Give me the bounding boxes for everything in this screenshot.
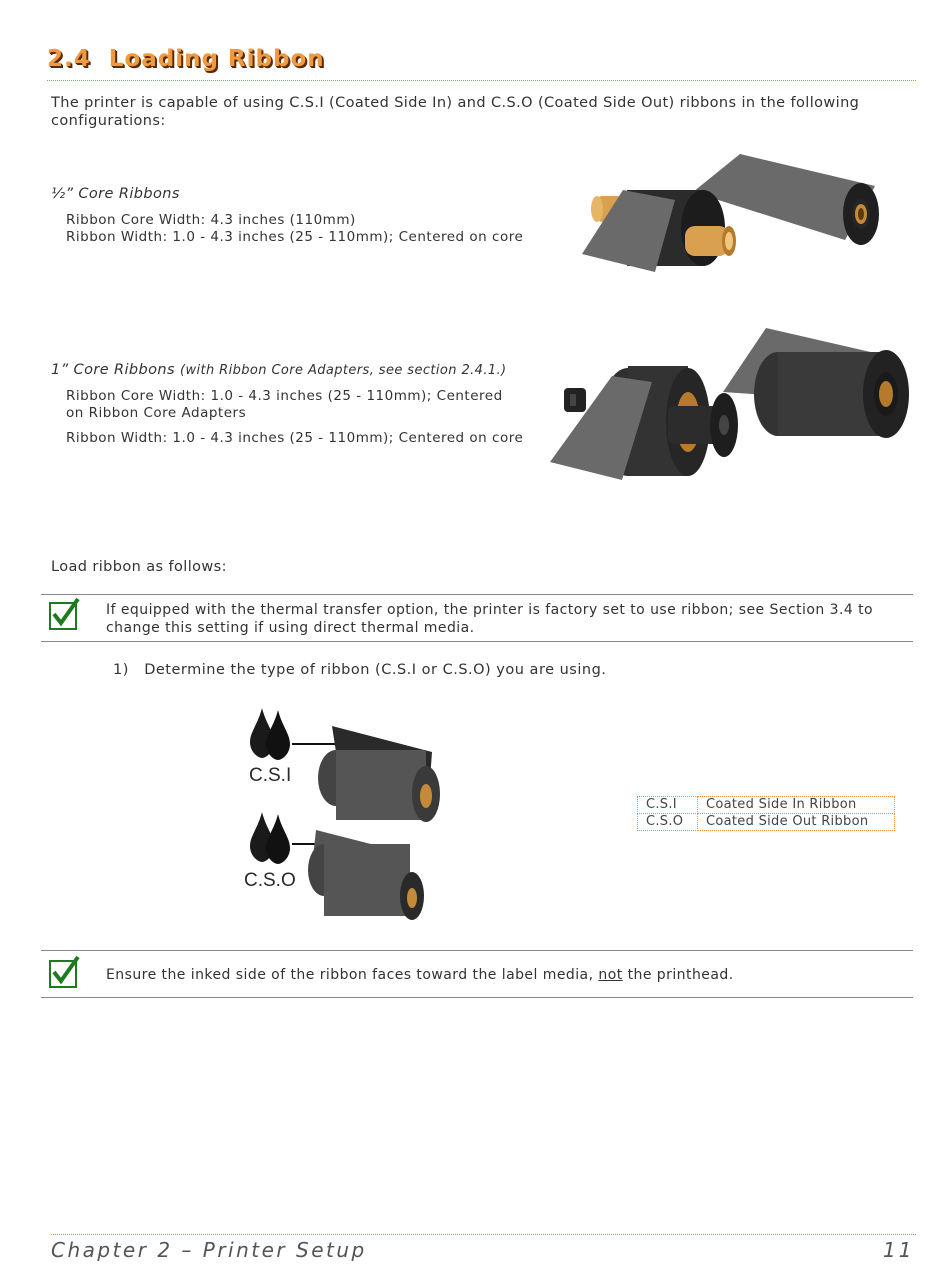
half-inch-ribbon-width: Ribbon Width: 1.0 - 4.3 inches (25 - 110mm); Centered on core: [66, 229, 524, 245]
legend-meaning: Coated Side Out Ribbon: [698, 814, 895, 831]
one-inch-core-width-line2: on Ribbon Core Adapters: [66, 405, 247, 421]
one-inch-ribbon-image: [548, 322, 914, 484]
one-inch-core-note: (with Ribbon Core Adapters, see section 2.4.1.): [179, 363, 507, 378]
footer-page-number: 11: [883, 1238, 915, 1262]
note-box-inked-side: [41, 950, 913, 998]
csi-label: C.S.I: [249, 765, 292, 786]
footer-divider: [51, 1234, 916, 1235]
note-box-thermal: [41, 594, 913, 642]
title-divider: [47, 80, 916, 81]
note-inked-before: Ensure the inked side of the ribbon faces toward the label media,: [106, 967, 599, 983]
step-1-number: 1): [113, 662, 129, 678]
section-number: 2.4: [47, 46, 91, 72]
half-inch-core-width: Ribbon Core Width: 4.3 inches (110mm): [66, 212, 356, 228]
note-inked-after: the printhead.: [622, 967, 734, 983]
csi-cso-diagram: [240, 704, 450, 926]
checkmark-icon: [49, 602, 77, 630]
ink-drop-icon: [266, 814, 290, 864]
load-intro: Load ribbon as follows:: [51, 559, 227, 575]
legend-row: [638, 814, 895, 831]
half-inch-core-heading: ½” Core Ribbons: [51, 186, 180, 202]
note-inked-underlined: not: [598, 967, 623, 983]
footer-chapter: Chapter 2 – Printer Setup: [51, 1238, 367, 1262]
section-title: [47, 46, 325, 72]
one-inch-core-title: 1” Core Ribbons: [51, 362, 175, 378]
legend-row: [638, 797, 895, 814]
ink-drop-icon: [266, 710, 290, 760]
checkmark-icon: [49, 960, 77, 988]
cso-label: C.S.O: [244, 870, 296, 891]
step-1-text: Determine the type of ribbon (C.S.I or C.S.O) you are using.: [144, 662, 607, 678]
legend-abbr: C.S.I: [638, 797, 698, 814]
legend-meaning: Coated Side In Ribbon: [698, 797, 895, 814]
ribbon-legend-table: [637, 796, 895, 831]
note-inked-side-text: [106, 966, 896, 984]
one-inch-core-width-line1: Ribbon Core Width: 1.0 - 4.3 inches (25 - 110mm); Centered: [66, 388, 503, 404]
one-inch-core-heading: [51, 362, 507, 378]
half-inch-ribbon-image: [575, 148, 885, 276]
one-inch-ribbon-width: Ribbon Width: 1.0 - 4.3 inches (25 - 110mm); Centered on core: [66, 430, 524, 446]
legend-abbr: C.S.O: [638, 814, 698, 831]
step-1: [113, 662, 606, 678]
intro-paragraph: The printer is capable of using C.S.I (Coated Side In) and C.S.O (Coated Side Out) ribbons in the following configurations:: [51, 95, 860, 129]
note-thermal-text: If equipped with the thermal transfer option, the printer is factory set to use ribbon; see Section 3.4 to change this setting if using direct thermal media.: [106, 602, 874, 636]
section-heading: Loading Ribbon: [108, 46, 325, 72]
